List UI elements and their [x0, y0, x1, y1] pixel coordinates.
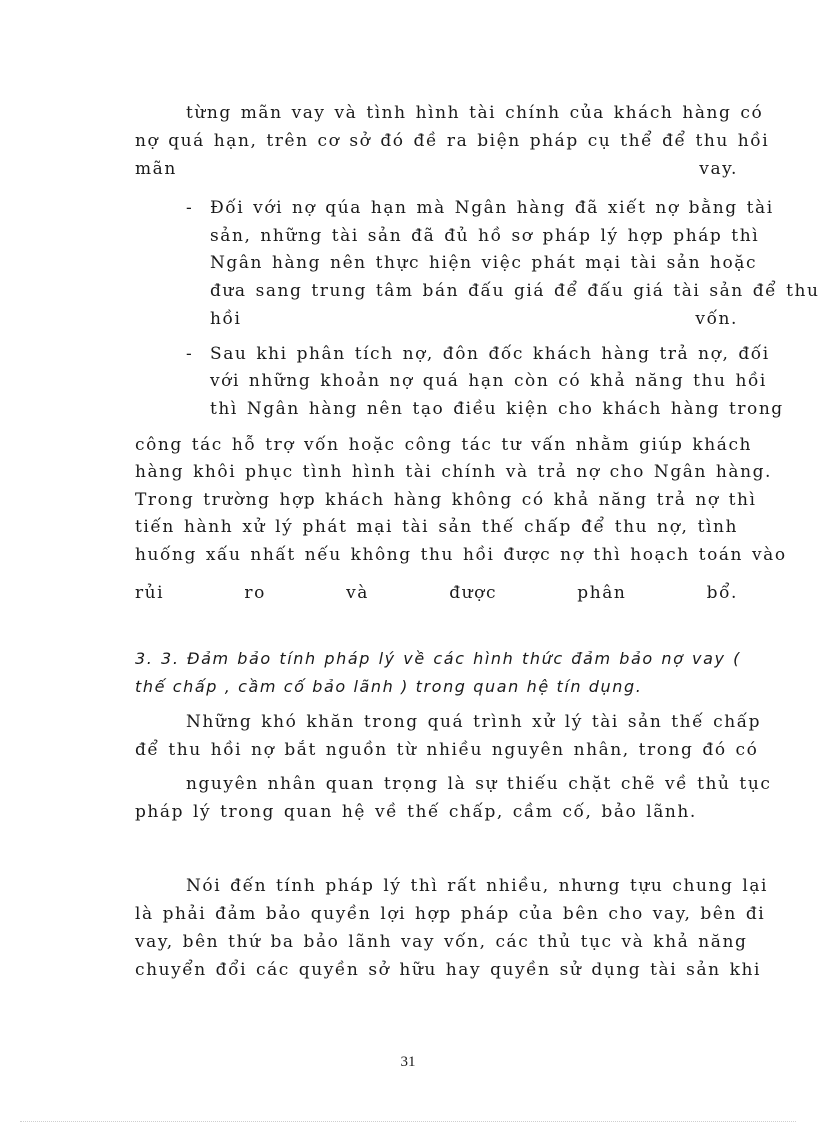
para3-line4: pháp lý trong quan hệ về thế chấp, cầm cố, bảo lãnh. — [135, 802, 697, 822]
bullet1-line4: đưa sang trung tâm bán đấu giá để đấu giá tài sản để thu — [210, 281, 820, 301]
para4-line4: chuyển đổi các quyền sở hữu hay quyền sử dụng tài sản khi — [135, 960, 761, 980]
para2-line2: hàng khôi phục tình hình tài chính và trả nợ cho Ngân hàng. — [135, 462, 772, 482]
para4-line2: là phải đảm bảo quyền lợi hợp pháp của bên cho vay, bên đi — [135, 904, 766, 924]
footer-divider — [20, 1121, 796, 1122]
bullet1-marker: - — [186, 198, 192, 218]
para2-line4: tiến hành xử lý phát mại tài sản thế chấp để thu nợ, tình — [135, 517, 738, 537]
para3-line3: nguyên nhân quan trọng là sự thiếu chặt chẽ về thủ tục — [186, 774, 772, 794]
para4-line3: vay, bên thứ ba bảo lãnh vay vốn, các thủ tục và khả năng — [135, 932, 748, 952]
para1-line1: từng mãn vay và tình hình tài chính của khách hàng có — [186, 103, 764, 123]
para4-line1: Nói đến tính pháp lý thì rất nhiều, nhưng tựu chung lại — [186, 876, 768, 896]
para3-line2: để thu hồi nợ bắt nguồn từ nhiều nguyên nhân, trong đó có — [135, 740, 759, 760]
para1-line2: nợ quá hạn, trên cơ sở đó đề ra biện pháp cụ thể để thu hồi — [135, 131, 770, 151]
bullet1-line1: Đối với nợ qúa hạn mà Ngân hàng đã xiết nợ bằng tài — [210, 198, 774, 218]
bullet1-line2: sản, những tài sản đã đủ hồ sơ pháp lý hợp pháp thì — [210, 226, 760, 246]
bullet1-line3: Ngân hàng nên thực hiện việc phát mại tài sản hoặc — [210, 253, 758, 273]
bullet2-line1: Sau khi phân tích nợ, đôn đốc khách hàng trả nợ, đối — [210, 344, 770, 364]
section-heading-line1: 3. 3. Đảm bảo tính pháp lý về các hình thức đảm bảo nợ vay ( — [135, 649, 741, 668]
page-number: 31 — [400, 1054, 416, 1070]
section-heading-line2: thế chấp , cầm cố bảo lãnh ) trong quan hệ tín dụng. — [135, 677, 643, 696]
para2-line6: rủi ro và được phân bổ. — [135, 583, 738, 603]
para1-line3: mãn vay. — [135, 159, 738, 179]
bullet2-line3: thì Ngân hàng nên tạo điều kiện cho khách hàng trong — [210, 399, 784, 419]
bullet2-line2: với những khoản nợ quá hạn còn có khả năng thu hồi — [210, 371, 767, 391]
para3-line1: Những khó khăn trong quá trình xử lý tài sản thế chấp — [186, 712, 762, 732]
bullet1-line5: hồi vốn. — [210, 309, 738, 329]
para2-line5: huống xấu nhất nếu không thu hồi được nợ thì hoạch toán vào — [135, 545, 787, 565]
bullet2-marker: - — [186, 344, 192, 364]
para2-line1: công tác hỗ trợ vốn hoặc công tác tư vấn nhằm giúp khách — [135, 435, 753, 455]
para2-line3: Trong trường hợp khách hàng không có khả năng trả nợ thì — [135, 490, 757, 510]
